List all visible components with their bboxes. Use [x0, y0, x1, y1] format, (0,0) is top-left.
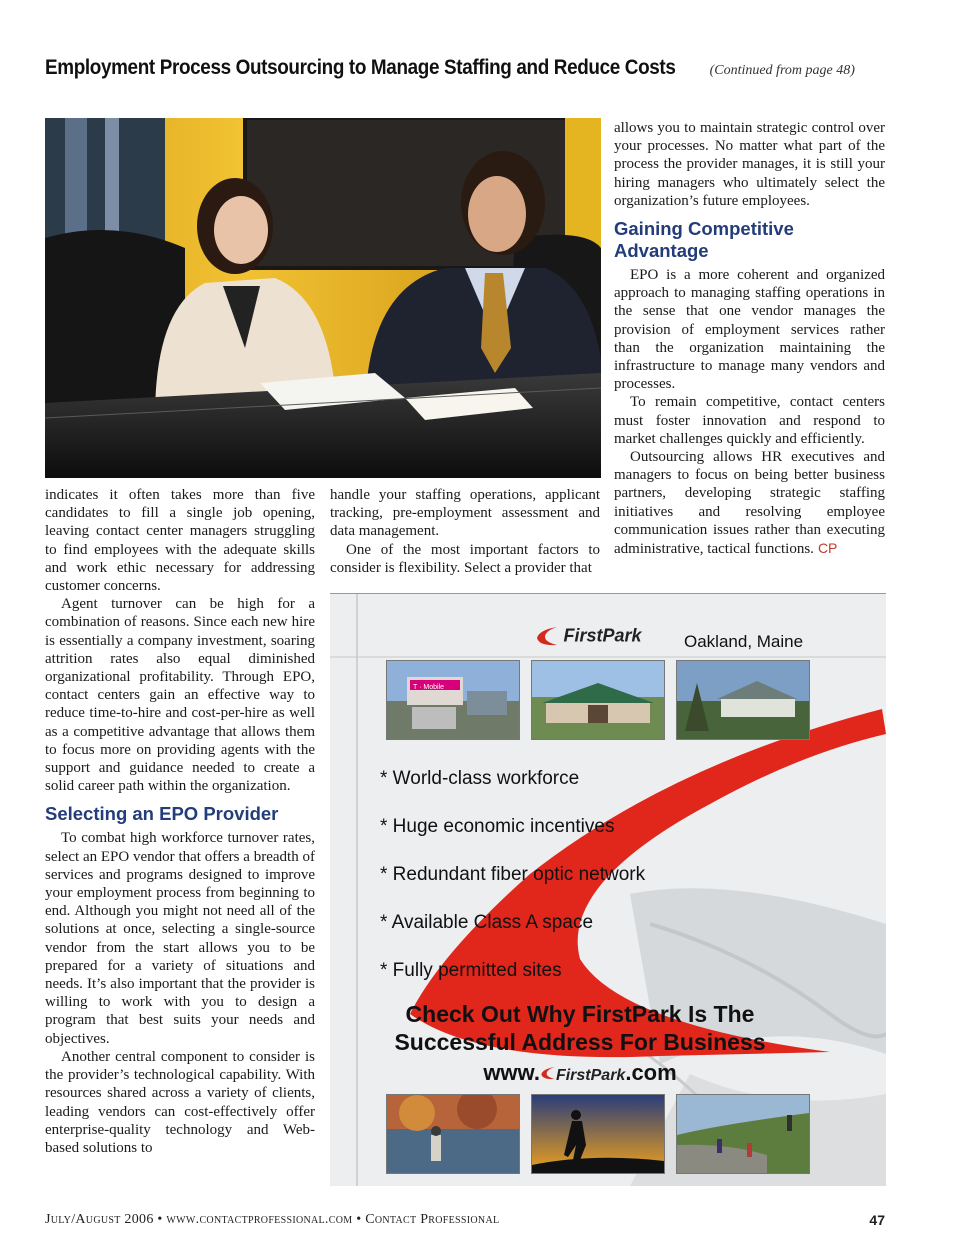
column-3: [614, 119, 885, 558]
office-building-photo: [531, 660, 665, 740]
url-prefix: www.: [483, 1060, 540, 1085]
continued-note: (Continued from page 48): [709, 63, 855, 78]
url-suffix: .com: [625, 1060, 677, 1085]
page-footer: [45, 1212, 885, 1232]
logo-text: FirstPark: [563, 625, 642, 646]
page-title: Employment Process Outsourcing to Manage Staffing and Reduce Costs: [45, 56, 676, 79]
lodge-photo-icon: [677, 661, 809, 739]
paragraph: [614, 448, 885, 558]
tmobile-sign-photo-icon: [387, 661, 519, 739]
article-photo: [45, 118, 601, 478]
paragraph: allows you to maintain strategic control over your processes. No matter what part of the process the provider manages, it is still your hiring managers who ultimately select the organization’s future employees.: [614, 120, 885, 209]
paragraph: To remain competitive, contact centers must foster innovation and respond to market challenges quickly and efficiently.: [614, 394, 885, 447]
ad-bullet: * Available Class A space: [380, 912, 594, 933]
column-2: [330, 486, 600, 577]
section-heading: Gaining Competitive Advantage: [614, 218, 794, 262]
cta-line: Check Out Why FirstPark Is The: [405, 1001, 755, 1027]
paragraph: indicates it often takes more than five candidates to fill a single job opening, leaving contact center managers struggling to find employees with the adequate skills and work ethic necessary for addressing customer concerns.: [45, 487, 315, 595]
sign-text: T · Mobile: [413, 684, 444, 691]
paragraph: handle your staffing operations, applicant tracking, pre-employment assessment and data management.: [330, 487, 600, 540]
lodge-building-photo: [676, 660, 810, 740]
paragraph: EPO is a more coherent and organized approach to managing staffing operations in the sense that one vendor manages the provision of employment services rather than the organization maintaining the infrastructure to manage many vendors and processes.: [614, 267, 885, 393]
hiker-sunset-photo: [531, 1094, 665, 1174]
firstpark-logo: [535, 624, 665, 654]
coastal-hikers-photo-icon: [677, 1095, 809, 1173]
end-mark: CP: [817, 540, 838, 557]
firstpark-advertisement[interactable]: [330, 593, 886, 1186]
ad-bullet: * Redundant fiber optic network: [380, 864, 646, 885]
cta-line: Successful Address For Business: [394, 1029, 766, 1055]
ad-bullet: * Huge economic incentives: [380, 816, 615, 837]
ad-url-link[interactable]: [370, 1060, 790, 1086]
page-number: 47: [869, 1212, 885, 1228]
section-heading: Selecting an EPO Provider: [45, 803, 279, 825]
article-headline: [45, 56, 925, 88]
office-building-photo-icon: [532, 661, 664, 739]
ad-location: Oakland, Maine: [684, 632, 804, 651]
ad-bullet: * World-class workforce: [380, 768, 580, 789]
paragraph-text: Outsourcing allows HR executives and managers to focus on being better business partners, developing strategic staffing initiatives and resolving employee communication issues rather than executing administrative, tactical functions.: [614, 449, 885, 558]
tmobile-building-photo: [386, 660, 520, 740]
firstpark-swoosh-logo-icon: [535, 624, 559, 648]
url-brand: FirstPark: [555, 1067, 626, 1084]
coastal-hikers-photo: [676, 1094, 810, 1174]
ad-bullet: * Fully permitted sites: [380, 960, 562, 981]
paragraph: Agent turnover can be high for a combination of reasons. Since each new hire is essentially a company investment, soaring attrition rates also equal diminished organizational profitability. Through EPO, contact centers gain an effective way to reduce time-to-hire and cost-per-hire as well as a competitive advantage that allows them to focus more on providing agents with the support and guidance needed to create a solid career path within the organization.: [45, 596, 315, 795]
paragraph: One of the most important factors to consider is flexibility. Select a provider that: [330, 541, 600, 576]
hiker-silhouette-photo-icon: [532, 1095, 664, 1173]
fly-fishing-photo-icon: [387, 1095, 519, 1173]
ad-call-to-action: [370, 1000, 790, 1056]
meeting-photo-icon: [45, 118, 601, 478]
paragraph: Another central component to consider is the provider’s technological capability. With resources shared across a variety of clients, leading vendors can cost-effectively offer enterprise-quality technology and Web-based solutions to: [45, 1048, 315, 1156]
publication-line: July/August 2006 • www.contactprofessional.com • Contact Professional: [45, 1212, 500, 1227]
firstpark-swoosh-logo-icon: [540, 1064, 556, 1082]
fishing-photo: [386, 1094, 520, 1174]
paragraph: To combat high workforce turnover rates, select an EPO vendor that offers a breadth of services and programs designed to improve your employment process from beginning to end. Although you might not need all of the solutions at once, selecting a single-source vendor from the start allows you to be prepared for a variety of situations and needs. It’s also important that the provider is willing to work with you to design a program that best suits your needs and objectives.: [45, 830, 315, 1047]
column-1: [45, 486, 315, 1157]
